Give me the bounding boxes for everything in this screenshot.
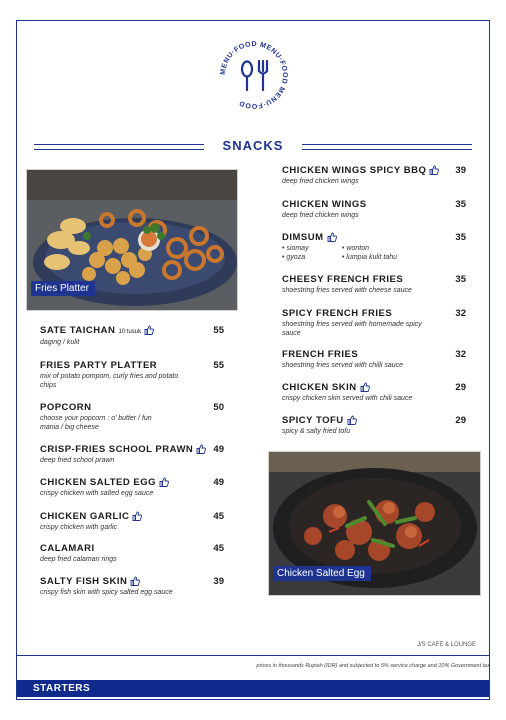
thumbs-up-icon	[159, 477, 169, 487]
menu-item	[282, 382, 466, 403]
item-description: mix of potato pompom, curly fries and potato chips	[40, 373, 179, 389]
thumbs-up-icon	[360, 382, 370, 392]
item-name: SPICY TOFU	[282, 415, 344, 426]
menu-item	[40, 360, 224, 390]
spoon-fork-icon	[242, 61, 267, 90]
footer-note: prices in thousands Rupiah (IDR) and subjected to 5% service charge and 10% Government tax	[256, 663, 490, 669]
item-price: 29	[455, 415, 466, 426]
item-description: daging / kulit	[40, 339, 80, 346]
item-price: 39	[213, 576, 224, 587]
thumbs-up-icon	[347, 415, 357, 425]
menu-item	[282, 415, 466, 436]
item-name: POPCORN	[40, 402, 92, 413]
dimsum-option: • lumpia kulit tahu	[342, 253, 432, 262]
item-description: shoestring fries served with cheese sauce	[282, 287, 412, 294]
photo-caption: Chicken Salted Egg	[273, 566, 371, 581]
item-description: deep fried chicken wings	[282, 178, 359, 185]
item-price: 35	[455, 232, 466, 243]
menu-item	[282, 349, 466, 370]
next-section-title: STARTERS	[33, 683, 91, 694]
thumbs-up-icon	[132, 511, 142, 521]
item-price: 45	[213, 511, 224, 522]
item-price: 32	[455, 308, 466, 319]
svg-text:MENU·FOOD MENU·FOOD MENU·FOOD: MENU·FOOD MENU·FOOD MENU·FOOD	[219, 40, 289, 110]
item-name: CHEESY FRENCH FRIES	[282, 274, 404, 285]
item-price: 49	[213, 477, 224, 488]
menu-item	[40, 444, 224, 465]
menu-item	[282, 274, 466, 295]
menu-item	[40, 325, 224, 347]
menu-item	[282, 199, 466, 220]
chicken-salted-egg-photo	[268, 451, 481, 596]
menu-item	[282, 232, 466, 262]
menu-item	[40, 402, 224, 432]
thumbs-up-icon	[196, 444, 206, 454]
item-description: deep fried chicken wings	[282, 212, 359, 219]
item-price: 32	[455, 349, 466, 360]
item-note: 10 tusuk	[118, 329, 142, 335]
footer-brand: J/S CAFE & LOUNGE	[416, 642, 476, 648]
item-description: deep fried school prawn	[40, 457, 115, 464]
item-description: crispy chicken with salted egg sauce	[40, 490, 154, 497]
item-price: 29	[455, 382, 466, 393]
item-description: shoestring fries served with chilli sauce	[282, 362, 403, 369]
item-name: SPICY FRENCH FRIES	[282, 308, 393, 319]
item-price: 35	[455, 274, 466, 285]
thumbs-up-icon	[130, 576, 140, 586]
thumbs-up-icon	[429, 165, 439, 175]
item-description: crispy chicken with garlic	[40, 524, 118, 531]
item-name: CHICKEN WINGS SPICY BBQ	[282, 165, 427, 176]
title-rule-right	[302, 144, 472, 150]
item-price: 45	[213, 543, 224, 554]
menu-item	[40, 511, 224, 532]
menu-item	[40, 576, 224, 597]
menu-item	[282, 308, 466, 338]
thumbs-up-icon	[144, 325, 154, 335]
item-name: CHICKEN WINGS	[282, 199, 367, 210]
section-title: SNACKS	[222, 138, 284, 153]
item-description: spicy & salty fried tofu	[282, 428, 351, 435]
menu-item	[40, 477, 224, 498]
item-name: CHICKEN GARLIC	[40, 511, 130, 522]
item-name: CHICKEN SKIN	[282, 382, 357, 393]
item-description: crispy chicken skin served with chili sauce	[282, 395, 413, 402]
item-name: SATE TAICHAN	[40, 325, 116, 336]
dimsum-options	[282, 244, 466, 262]
item-name: CALAMARI	[40, 543, 95, 554]
item-description: deep fried calamari rings	[40, 556, 117, 563]
dimsum-option: • wonton	[342, 244, 432, 253]
photo-caption: Fries Platter	[31, 281, 95, 296]
item-description: crispy fish skin with spicy salted egg sauce	[40, 589, 173, 596]
thumbs-up-icon	[327, 232, 337, 242]
item-name: FRENCH FRIES	[282, 349, 359, 360]
item-description: choose your popcorn : o’ butter / fun mania / big cheese	[40, 415, 152, 431]
food-menu-logo	[219, 40, 289, 110]
next-section-bar	[17, 680, 489, 697]
item-name: DIMSUM	[282, 232, 324, 243]
fries-platter-photo	[26, 169, 238, 311]
item-price: 55	[213, 360, 224, 371]
dimsum-option: • gyoza	[282, 253, 342, 262]
item-description: shoestring fries served with homemade spicy sauce	[282, 321, 422, 337]
dimsum-option: • siomay	[282, 244, 342, 253]
menu-item	[40, 543, 224, 564]
item-price: 49	[213, 444, 224, 455]
item-name: FRIES PARTY PLATTER	[40, 360, 158, 371]
item-price: 35	[455, 199, 466, 210]
item-price: 39	[455, 165, 466, 176]
item-name: CRISP-FRIES SCHOOL PRAWN	[40, 444, 194, 455]
item-price: 50	[213, 402, 224, 413]
item-name: SALTY FISH SKIN	[40, 576, 128, 587]
item-name: CHICKEN SALTED EGG	[40, 477, 156, 488]
item-price: 55	[213, 325, 224, 336]
menu-item	[282, 165, 466, 186]
footer-divider	[17, 655, 489, 656]
